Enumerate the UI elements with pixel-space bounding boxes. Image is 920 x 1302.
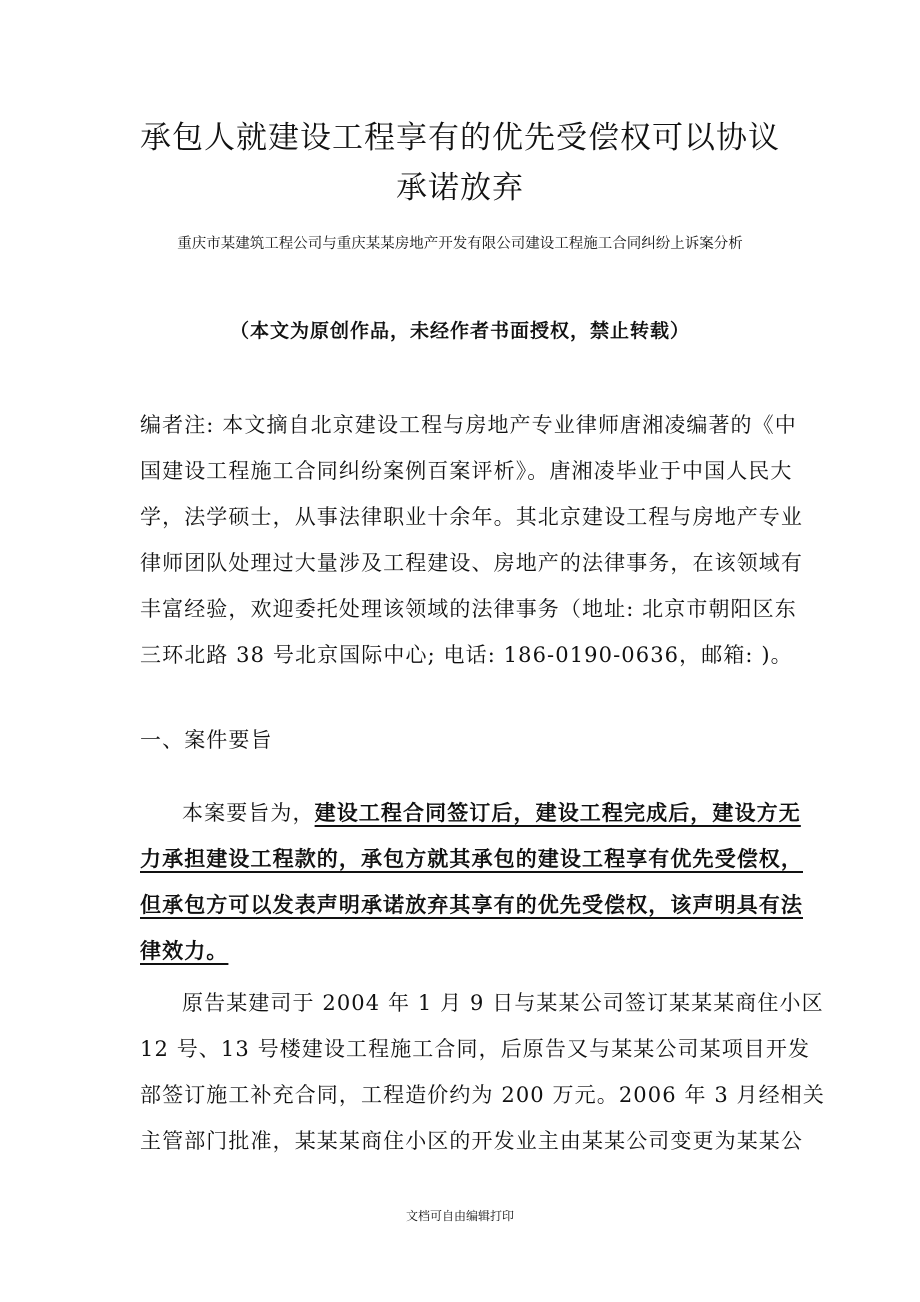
section-heading: 一、案件要旨 — [140, 728, 273, 752]
page-footer: 文档可自由编辑打印 — [405, 1209, 514, 1223]
document-title-line-1: 承包人就建设工程享有的优先受偿权可以协议 — [140, 120, 780, 156]
gist-lead: 本案要旨为， — [182, 801, 315, 825]
editor-note-line: 律师团队处理过大量涉及工程建设、房地产的法律事务，在该领域有 — [140, 551, 803, 575]
editor-note-line: 学，法学硕士，从事法律职业十余年。其北京建设工程与房地产专业 — [140, 505, 803, 529]
gist-highlight: 但承包方可以发表声明承诺放弃其享有的优先受偿权，该声明具有法 — [140, 892, 803, 917]
gist-highlight: 建设工程合同签订后，建设工程完成后，建设方无 — [314, 800, 801, 825]
facts-line: 12 号、13 号楼建设工程施工合同，后原告又与某某公司某项目开发 — [140, 1037, 811, 1061]
document-subtitle: 重庆市某建筑工程公司与重庆某某房地产开发有限公司建设工程施工合同纠纷上诉案分析 — [177, 236, 743, 252]
gist-first-line — [182, 798, 801, 828]
gist-highlight: 力承担建设工程款的，承包方就其承包的建设工程享有优先受偿权， — [140, 846, 803, 871]
facts-line: 原告某建司于 2004 年 1 月 9 日与某某公司签订某某某商住小区 — [182, 991, 824, 1015]
copyright-notice: （本文为原创作品，未经作者书面授权，禁止转载） — [229, 320, 690, 342]
facts-line: 部签订施工补充合同，工程造价约为 200 万元。2006 年 3 月经相关 — [140, 1083, 825, 1107]
editor-note-line: 编者注: 本文摘自北京建设工程与房地产专业律师唐湘凌编著的《中 — [140, 413, 797, 437]
gist-highlight: 律效力。 — [140, 938, 229, 963]
editor-note-line: 国建设工程施工合同纠纷案例百案评析》。唐湘凌毕业于中国人民大 — [140, 459, 793, 483]
document-title-line-2: 承诺放弃 — [396, 170, 524, 206]
facts-line: 主管部门批准，某某某商住小区的开发业主由某某公司变更为某某公 — [140, 1129, 803, 1153]
editor-note-line: 三环北路 38 号北京国际中心; 电话: 186-0190-0636，邮箱: )。 — [140, 643, 793, 667]
editor-note-line: 丰富经验，欢迎委托处理该领域的法律事务（地址: 北京市朝阳区东 — [140, 597, 797, 621]
